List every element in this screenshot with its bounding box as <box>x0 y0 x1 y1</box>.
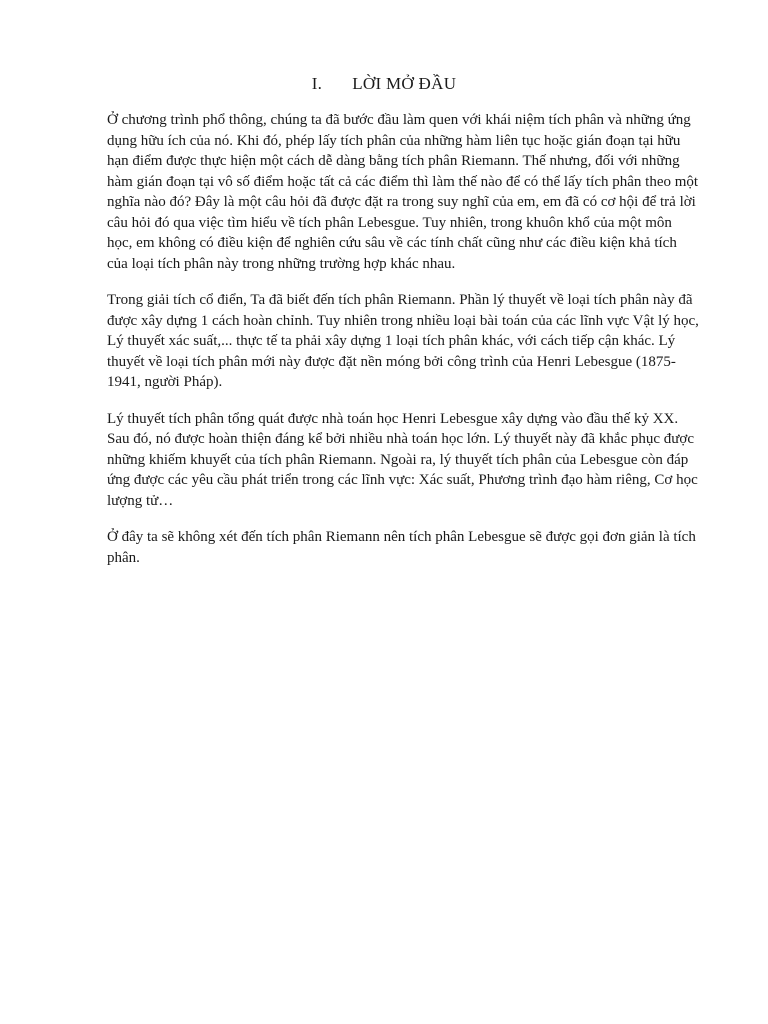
section-heading <box>0 74 768 94</box>
section-title: LỜI MỞ ĐẦU <box>352 74 457 93</box>
body-text <box>107 110 699 584</box>
paragraph-intro: Ở chương trình phổ thông, chúng ta đã bước đầu làm quen với khái niệm tích phân và những ứng dụng hữu ích của nó. Khi đó, phép lấy tích phân của những hàm liên tục hoặc gián đoạn tại hữu hạn điểm được thực hiện một cách dễ dàng bằng tích phân Riemann. Thế nhưng, đối với những hàm gián đoạn tại vô số điểm hoặc tất cả các điểm thì làm thế nào để có thể lấy tích phân theo một nghĩa nào đó? Đây là một câu hỏi đã được đặt ra trong suy nghĩ của em, em đã có cơ hội để trả lời câu hỏi đó qua việc tìm hiểu về tích phân Lebesgue. Tuy nhiên, trong khuôn khổ của một môn học, em không có điều kiện để nghiên cứu sâu về các tính chất cũng như các điều kiện khả tích của loại tích phân này trong những trường hợp khác nhau. <box>107 112 699 272</box>
paragraph-scope-note: Ở đây ta sẽ không xét đến tích phân Riemann nên tích phân Lebesgue sẽ được gọi đơn giản là tích phân. <box>107 529 696 566</box>
section-number: I. <box>311 74 323 93</box>
paragraph-general-theory: Lý thuyết tích phân tổng quát được nhà toán học Henri Lebesgue xây dựng vào đầu thế kỷ XX. Sau đó, nó được hoàn thiện đáng kể bởi nhiều nhà toán học lớn. Lý thuyết này đã khắc phục được những khiếm khuyết của tích phân Riemann. Ngoài ra, lý thuyết tích phân của Lebesgue còn đáp ứng được các yêu cầu phát triển trong các lĩnh vực: Xác suất, Phương trình đạo hàm riêng, Cơ học lượng tử… <box>107 410 698 509</box>
paragraph-classical-analysis: Trong giải tích cổ điển, Ta đã biết đến tích phân Riemann. Phần lý thuyết về loại tích phân này đã được xây dựng 1 cách hoàn chỉnh. Tuy nhiên trong nhiều loại bài toán của các lĩnh vực Vật lý học, Lý thuyết xác suất,... thực tế ta phải xây dựng 1 loại tích phân khác, với cách tiếp cận khác. Lý thuyết về loại tích phân mới này được đặt nền móng bởi công trình của Henri Lebesgue (1875-1941, người Pháp). <box>107 292 699 390</box>
